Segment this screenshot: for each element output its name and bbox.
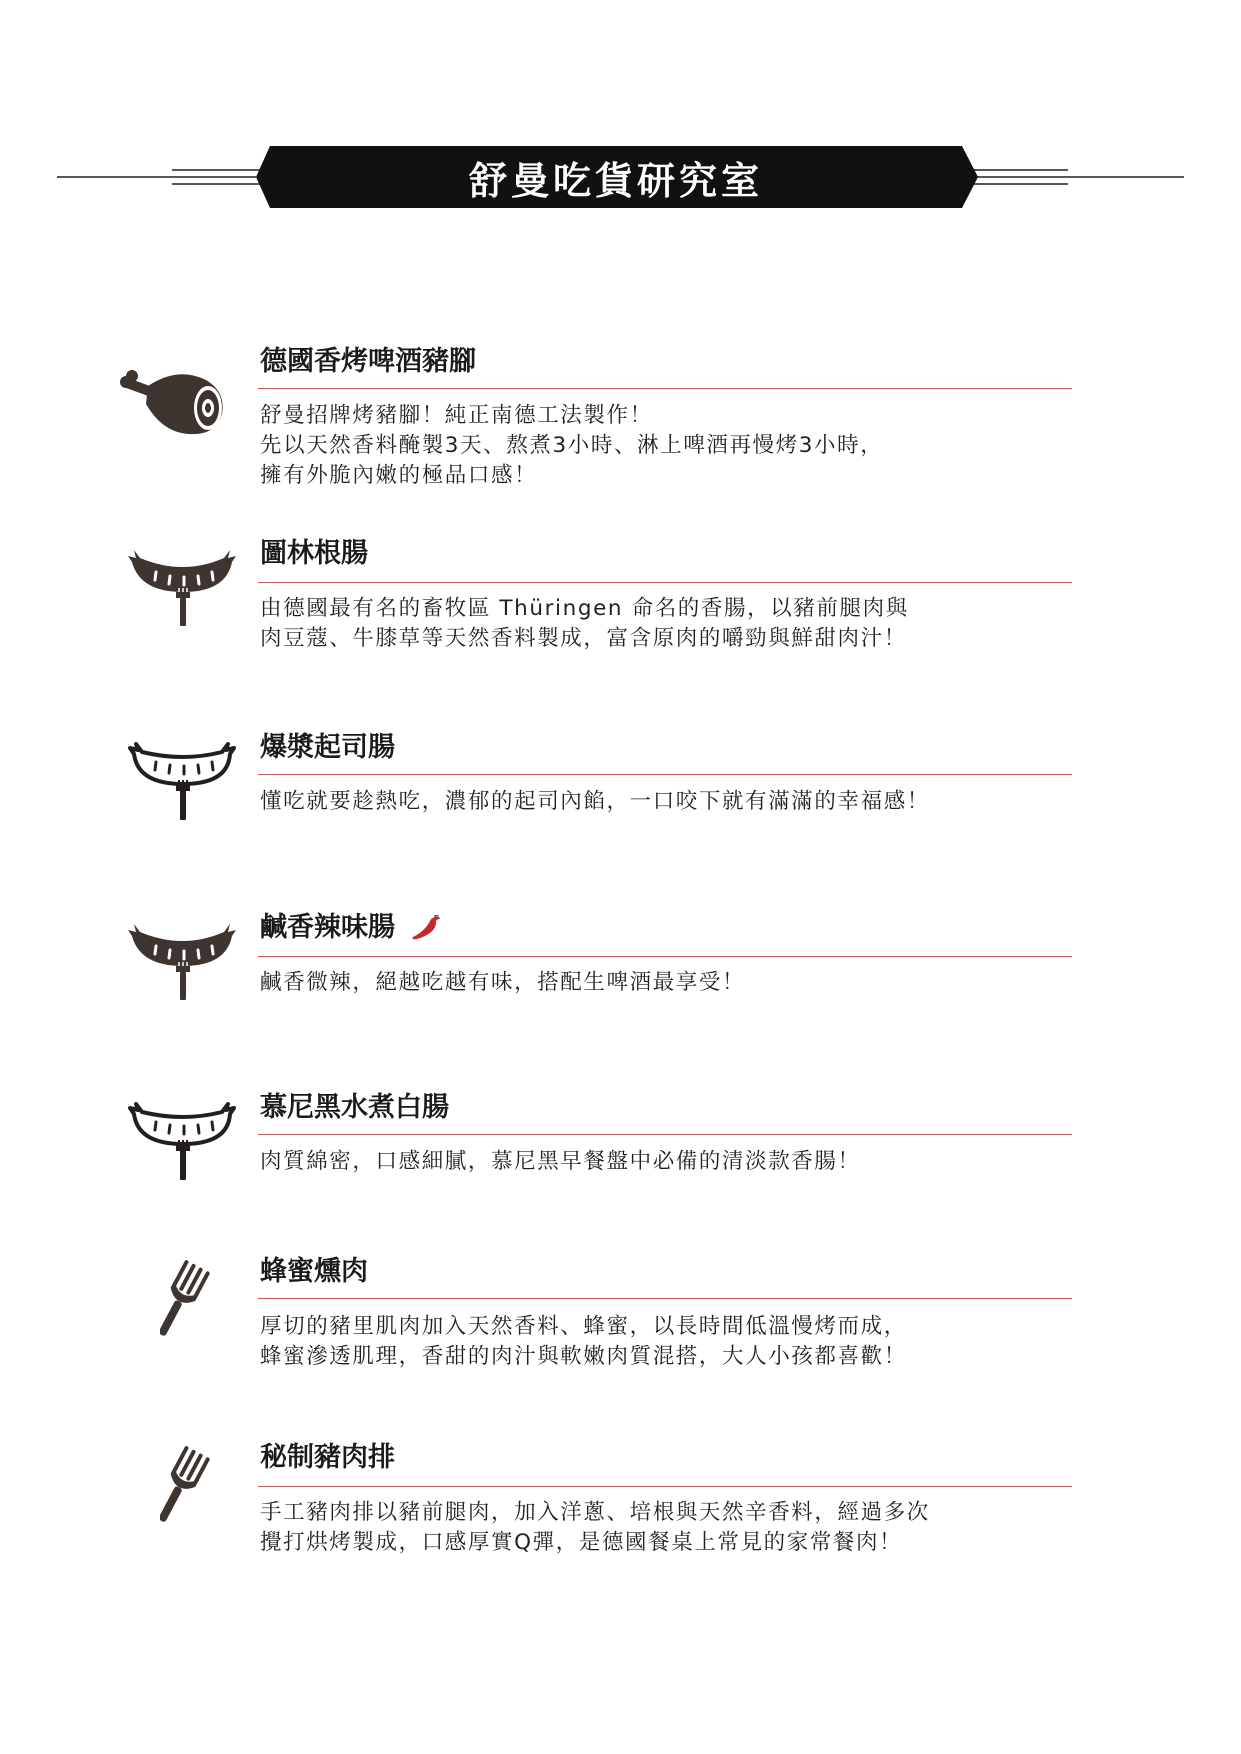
- item-divider: [258, 1298, 1072, 1299]
- item-title: 蜂蜜燻肉: [260, 1256, 368, 1287]
- sausage-fork-outline-icon: [128, 1100, 238, 1182]
- item-description: 厚切的豬里肌肉加入天然香料、蜂蜜，以長時間低溫慢烤而成， 蜂蜜滲透肌理，香甜的肉汁與軟嫩肉質混搭，大人小孩都喜歡！: [260, 1314, 907, 1369]
- item-title: 德國香烤啤酒豬腳: [260, 346, 476, 377]
- item-divider: [258, 388, 1072, 389]
- header-banner: [0, 0, 1241, 260]
- item-divider: [258, 1486, 1072, 1487]
- fork-icon: [160, 1446, 210, 1530]
- sausage-fork-dark-icon: [128, 920, 238, 1002]
- banner-frame: [0, 0, 1241, 260]
- item-divider: [258, 582, 1072, 583]
- item-title: 圖林根腸: [260, 538, 368, 569]
- item-divider: [258, 1134, 1072, 1135]
- item-divider: [258, 956, 1072, 957]
- fork-icon: [160, 1260, 210, 1344]
- sausage-fork-dark-icon: [128, 546, 238, 628]
- item-description: 肉質綿密，口感細膩，慕尼黑早餐盤中必備的清淡款香腸！: [260, 1149, 861, 1174]
- item-description: 懂吃就要趁熱吃，濃郁的起司內餡，一口咬下就有滿滿的幸福感！: [260, 789, 930, 814]
- item-title: 爆漿起司腸: [260, 732, 395, 763]
- item-divider: [258, 774, 1072, 775]
- item-description: 手工豬肉排以豬前腿肉，加入洋蔥、培根與天然辛香料，經過多次 攪打烘烤製成，口感厚實Q彈，是德國餐桌上常見的家常餐肉！: [260, 1500, 930, 1555]
- item-title: [260, 912, 441, 944]
- sausage-fork-outline-icon: [128, 740, 238, 822]
- item-description: 由德國最有名的畜牧區 Thüringen 命名的香腸，以豬前腿肉與 肉豆蔻、牛膝草等天然香料製成，富含原肉的嚼勁與鮮甜肉汁！: [260, 596, 909, 651]
- ham-hock-icon: [118, 370, 228, 438]
- item-title-text: 鹹香辣味腸: [260, 912, 395, 943]
- item-description: 鹹香微辣，絕越吃越有味，搭配生啤酒最享受！: [260, 970, 746, 995]
- item-title: 秘制豬肉排: [260, 1442, 395, 1473]
- page-title: 舒曼吃貨研究室: [468, 157, 763, 203]
- chili-pepper-icon: [411, 915, 441, 941]
- item-title: 慕尼黑水煮白腸: [260, 1092, 449, 1123]
- item-description: 舒曼招牌烤豬腳！純正南德工法製作！ 先以天然香料醃製3天、熬煮3小時、淋上啤酒再慢烤3小時， 擁有外脆內嫩的極品口感！: [260, 403, 884, 488]
